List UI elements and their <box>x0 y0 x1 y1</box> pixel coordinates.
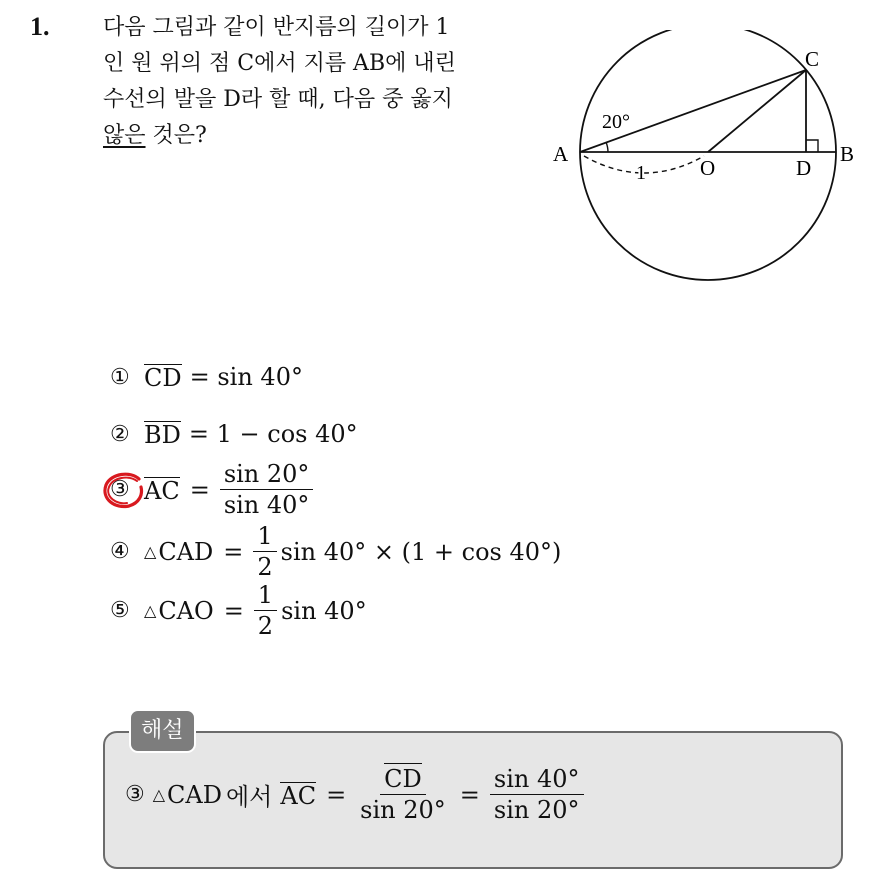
equals-sign: = <box>326 780 347 809</box>
segment-bd-overline: BD <box>144 421 181 449</box>
segment-cd-overline: CD <box>144 364 182 392</box>
question-number: 1. <box>30 12 50 41</box>
equals-sign: = <box>223 537 244 566</box>
choice-rhs: sin 40° × (1 + cos 40°) <box>280 537 562 566</box>
choice-4[interactable] <box>110 523 561 581</box>
segment-ac-overline: AC <box>280 781 317 810</box>
equals-sign: = <box>189 475 210 504</box>
triangle-name: CAD <box>158 537 214 566</box>
fraction-denominator: sin 20° <box>493 796 580 825</box>
label-b: B <box>840 142 855 166</box>
triangle-icon: △ <box>144 601 157 621</box>
angle-arc <box>606 142 608 152</box>
circle-figure <box>548 30 868 290</box>
fraction <box>254 582 277 640</box>
choice-number: ① <box>110 364 130 390</box>
solution-text <box>125 766 588 824</box>
choice-number: ④ <box>110 539 130 565</box>
solution-number: ③ <box>125 782 145 808</box>
solution-word: 에서 <box>225 783 273 812</box>
fraction-numerator <box>380 766 426 795</box>
choice-number: ② <box>110 421 130 447</box>
fraction-denominator: sin 20° <box>360 796 446 825</box>
triangle-name: CAD <box>167 780 222 809</box>
underlined-word: 않은 <box>103 123 146 148</box>
segment-ac-overline: AC <box>144 476 180 505</box>
choice-2[interactable] <box>110 420 358 448</box>
question-line-2: 인 원 위의 점 C에서 지름 AB에 내린 <box>103 51 456 76</box>
label-a: A <box>553 142 569 166</box>
label-o: O <box>700 156 716 180</box>
question-line-1: 다음 그림과 같이 반지름의 길이가 1 <box>103 15 450 40</box>
triangle-name: CAO <box>158 596 214 625</box>
fraction-numerator: sin 20° <box>220 461 314 490</box>
choice-rhs: = 1 − cos 40° <box>188 420 358 448</box>
circle <box>580 30 836 280</box>
fraction-numerator: sin 40° <box>490 766 584 795</box>
fraction-1 <box>356 766 450 824</box>
answer-circle-mark <box>101 471 147 511</box>
equals-sign: = <box>459 780 480 809</box>
choice-rhs: = sin 40° <box>189 363 303 391</box>
choice-1[interactable] <box>110 363 303 391</box>
triangle-icon: △ <box>144 542 157 562</box>
triangle-icon: △ <box>152 785 166 805</box>
segment-oc <box>708 70 806 152</box>
label-angle: 20° <box>602 111 630 133</box>
right-angle-mark <box>806 140 818 152</box>
question-text <box>103 10 543 154</box>
question-line-3: 수선의 발을 D라 할 때, 다음 중 옳지 <box>103 87 453 112</box>
choice-5[interactable] <box>110 582 367 640</box>
fraction-2 <box>490 766 584 824</box>
fraction <box>253 523 276 581</box>
solution-tag: 해설 <box>129 709 196 753</box>
label-radius: 1 <box>636 162 646 184</box>
equals-sign: = <box>223 596 244 625</box>
fraction-denominator: 2 <box>257 612 274 641</box>
question-line-4-rest: 것은? <box>145 123 207 148</box>
fraction-numerator: 1 <box>254 582 277 611</box>
choice-number: ⑤ <box>110 598 130 624</box>
choice-number: ③ <box>110 477 130 503</box>
choice-rhs: sin 40° <box>281 596 367 625</box>
fraction <box>220 461 314 519</box>
question-line-4 <box>103 118 543 154</box>
label-d: D <box>796 156 812 180</box>
fraction-denominator: sin 40° <box>223 491 310 520</box>
fraction-numerator: 1 <box>253 523 276 552</box>
label-c: C <box>805 47 820 71</box>
segment-cd-overline: CD <box>384 765 422 793</box>
fraction-denominator: 2 <box>257 553 273 582</box>
